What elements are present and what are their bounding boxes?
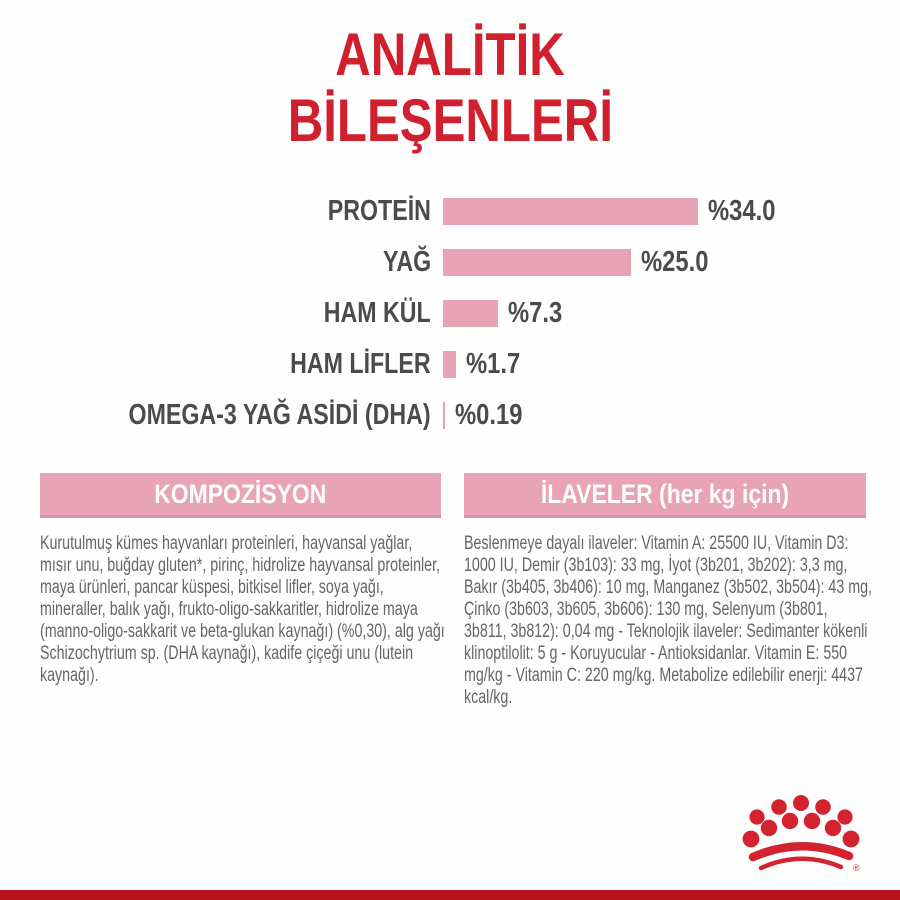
chart-row [0, 195, 900, 227]
chart-category-label: HAM LİFLER [290, 348, 431, 380]
chart-bar [443, 198, 698, 225]
chart-bar [443, 402, 445, 429]
chart-category-label: YAĞ [382, 246, 431, 278]
chart-value-label: %0.19 [454, 399, 522, 431]
chart-value-label: %7.3 [507, 297, 562, 329]
composition-text: Kurutulmuş kümes hayvanları proteinleri, hayvansal yağlar, mısır unu, buğday gluten*, pirinç, hidrolize hayvansal proteinler, maya ürünleri, pancar küspesi, bitkisel lifler, soya yağı, mineraller, balık yağı, frukto-oligo-sakkaritler, hidrolize maya (manno-oligo-sakkarit ve beta-glukan kaynağı) (%0,30), alg yağı Schizochytrium sp. (DHA kaynağı), kadife çiçeği unu (lutein kaynağı). [40, 533, 445, 686]
crown-thick-arc [753, 846, 849, 857]
page-title-line1: ANALİTİK [335, 21, 565, 88]
chart-value-label: %25.0 [640, 246, 708, 278]
chart-bar [443, 249, 631, 276]
chart-value-label: %34.0 [708, 195, 776, 227]
registered-trademark-icon: ® [853, 863, 860, 873]
analytical-constituents-chart [0, 195, 900, 453]
chart-row [0, 399, 900, 431]
chart-category-label: HAM KÜL [324, 297, 431, 329]
chart-bar [443, 351, 456, 378]
chart-row [0, 297, 900, 329]
footer-accent-bar [0, 890, 900, 900]
composition-section-header: KOMPOZİSYON [40, 473, 441, 518]
additives-text: Beslenmeye dayalı ilaveler: Vitamin A: 25500 IU, Vitamin D3: 1000 IU, Demir (3b103): 33 mg, İyot (3b201, 3b202): 3,3 mg, Bakır (3b405, 3b406): 10 mg, Manganez (3b502, 3b504): 43 mg, Çinko (3b603, 3b605, 3b606): 130 mg, Selenyum (3b801, 3b811, 3b812): 0,04 mg - Teknolojik ilaveler: Sedimanter kökenli klinoptilolit: 5 g - Koruyucular - Antioksidanlar. Vitamin E: 550 mg/kg - Vitamin C: 220 mg/kg. Metabolize edilebilir enerji: 4437 kcal/kg. [464, 533, 872, 708]
chart-row [0, 348, 900, 380]
page-title-line2: BİLEŞENLERİ [287, 87, 613, 154]
chart-row [0, 246, 900, 278]
page-title [0, 22, 900, 154]
chart-category-label: OMEGA-3 YAĞ ASİDİ (DHA) [128, 399, 431, 431]
royal-canin-crown-logo [740, 793, 860, 875]
chart-value-label: %1.7 [465, 348, 520, 380]
chart-category-label: PROTEİN [327, 195, 431, 227]
chart-bar [443, 300, 498, 327]
additives-section-header: İLAVELER (her kg için) [464, 473, 866, 518]
crown-thin-arc [761, 859, 841, 868]
